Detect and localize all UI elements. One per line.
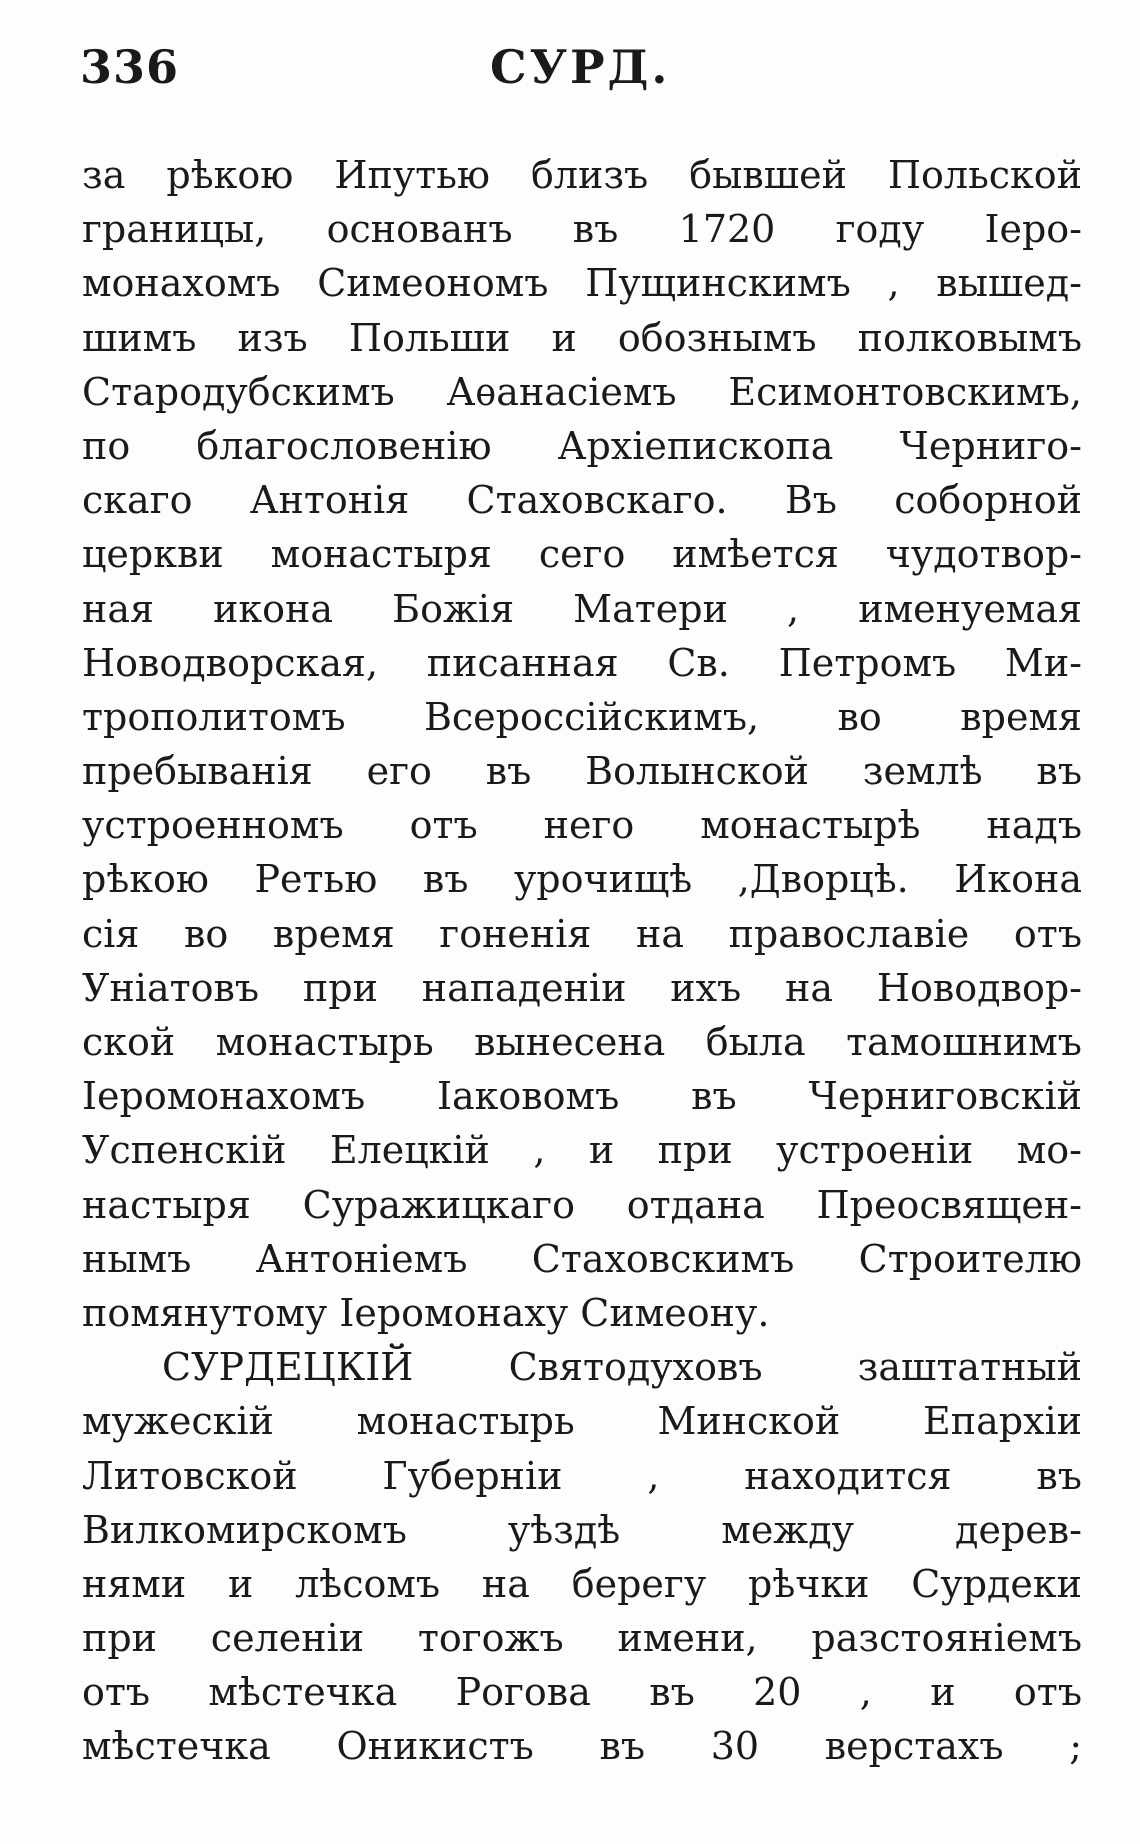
text-line: сія во время гоненія на православіе отъ [82,911,1082,956]
text-line: Іеромонахомъ Іаковомъ въ Черниговскій [82,1074,1082,1119]
text-line: при селеніи тогожъ имени, разстояніемъ [82,1616,1082,1661]
text-line: ная икона Божія Матери , именуемая [82,586,1082,631]
text-line: рѣкою Ретью въ урочищѣ ,Дворцѣ. Икона [82,857,1082,902]
text-line: нымъ Антоніемъ Стаховскимъ Строителю [82,1236,1082,1281]
text-line: мужескій монастырь Минской Епархіи [82,1399,1082,1444]
text-line: Успенскій Елецкій , и при устроеніи мо- [82,1128,1082,1173]
text-line: монахомъ Симеономъ Пущинскимъ , вышед- [82,261,1082,306]
text-line: церкви монастыря сего имѣется чудотвор- [82,532,1082,577]
page-number: 336 [80,40,180,94]
text-line: Стародубскимъ Аѳанасіемъ Есимонтовскимъ, [82,369,1082,414]
text-line: Новодворская, писанная Св. Петромъ Ми- [82,640,1082,685]
text-line: отъ мѣстечка Рогова въ 20 , и отъ [82,1670,1082,1715]
text-line: Уніатовъ при нападеніи ихъ на Новодвор- [82,965,1082,1010]
text-line: настыря Суражицкаго отдана Преосвящен- [82,1182,1082,1227]
text-line: границы, основанъ въ 1720 году Іеро- [82,207,1082,252]
page-header [80,40,1080,110]
running-head: СУРД. [490,40,671,94]
text-line: ской монастырь вынесена была тамошнимъ [82,1020,1082,1064]
text-line: нями и лѣсомъ на берегу рѣчки Сурдеки [82,1561,1082,1606]
text-line: Вилкомирскомъ уѣздѣ между дерев- [82,1507,1082,1552]
text-line: помянутому Іеромонаху Симеону. [82,1290,770,1335]
text-line: шимъ изъ Польши и обознымъ полковымъ [82,315,1082,360]
text-line: за рѣкою Ипутью близъ бывшей Польской [82,153,1082,197]
text-line: Литовской Губерніи , находится въ [82,1453,1082,1498]
text-line: по благословенію Архіепископа Черниго- [82,423,1082,468]
text-line: скаго Антонія Стаховскаго. Въ соборной [82,478,1082,523]
text-line: пребыванія его въ Волынской землѣ въ [82,749,1082,794]
text-line: трополитомъ Всероссійскимъ, во время [82,694,1082,739]
text-line: устроенномъ отъ него монастырѣ надъ [82,803,1082,848]
body-text [82,148,1082,1774]
text-line: мѣстечка Оникистъ въ 30 верстахъ ; [82,1724,1082,1769]
text-line: СУРДЕЦКІЙ Святодуховъ заштатный [162,1345,1082,1390]
